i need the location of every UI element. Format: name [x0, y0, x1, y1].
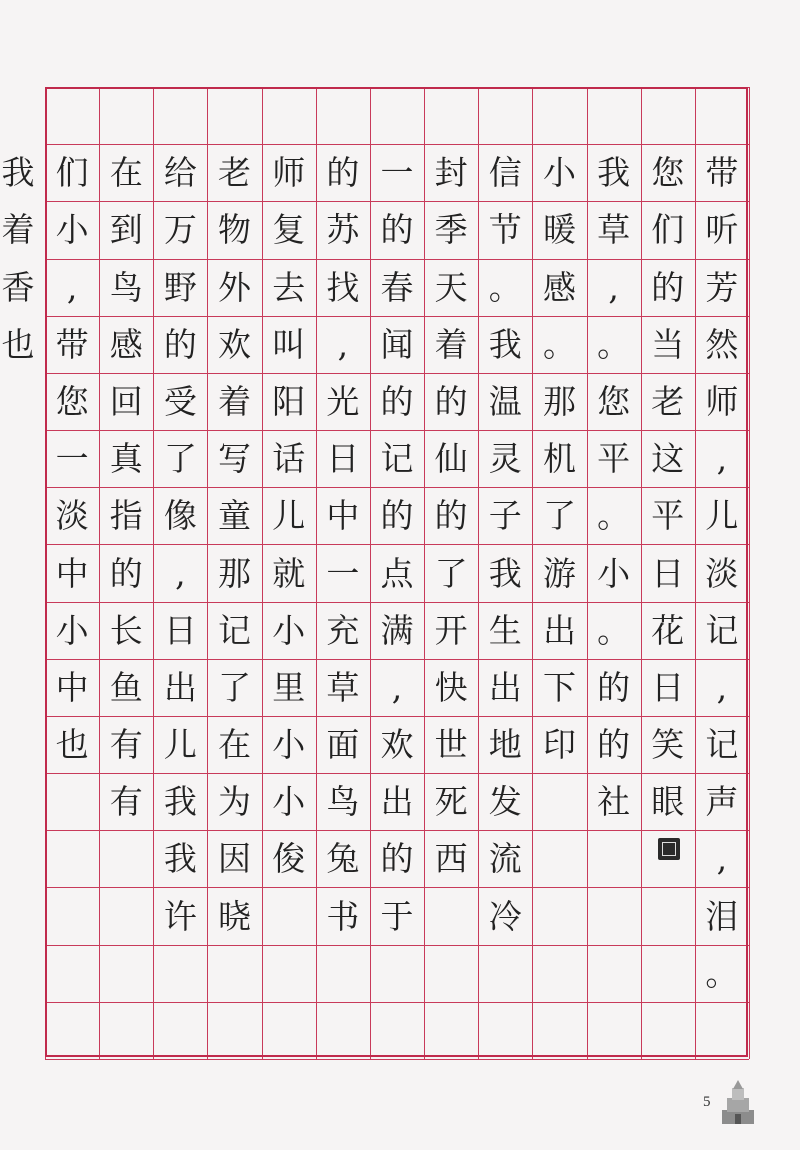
grid-character: 出	[380, 782, 414, 822]
grid-character: 阳	[272, 381, 306, 421]
grid-character: 日	[651, 553, 685, 593]
grid-character: 发	[488, 782, 522, 822]
grid-character: 平	[597, 439, 631, 479]
grid-character: 社	[597, 782, 631, 822]
grid-character: ,	[175, 553, 186, 593]
grid-character: 面	[326, 725, 360, 765]
grid-character: 儿	[705, 496, 739, 536]
grid-character: 着	[218, 381, 252, 421]
grid-character: 闻	[380, 324, 414, 364]
grid-character: 光	[326, 381, 360, 421]
grid-character: 受	[163, 381, 197, 421]
grid-character: 泪	[705, 896, 739, 936]
grid-character: 充	[326, 610, 360, 650]
grid-character: 的	[380, 839, 414, 879]
grid-character: 着	[1, 210, 35, 250]
grid-character: 写	[218, 439, 252, 479]
grid-character: 的	[597, 667, 631, 707]
grid-character: 晓	[218, 896, 252, 936]
grid-character: 的	[651, 267, 685, 307]
grid-character: 中	[326, 496, 360, 536]
grid-character: ,	[391, 667, 403, 707]
grid-character: 的	[434, 496, 468, 536]
grid-character: 的	[434, 381, 468, 421]
grid-character: 长	[109, 610, 143, 650]
grid-character: 仙	[434, 439, 468, 479]
grid-character: 机	[542, 439, 576, 479]
grid-character: 淡	[705, 553, 739, 593]
grid-character: 们	[651, 210, 685, 250]
grid-character: 灵	[488, 439, 522, 479]
grid-character: 也	[55, 725, 89, 765]
grid-character: 中	[55, 667, 89, 707]
grid-character: 中	[55, 553, 89, 593]
grid-character: 子	[488, 496, 522, 536]
grid-character: 草	[326, 667, 360, 707]
grid-character: 冷	[488, 896, 522, 936]
grid-character: 小	[55, 210, 89, 250]
grid-character: 的	[163, 324, 197, 364]
grid-character: 香	[1, 267, 35, 307]
grid-character: 一	[55, 439, 89, 479]
grid-character: 于	[380, 896, 414, 936]
grid-character: 苏	[326, 210, 360, 250]
grid-character: 儿	[163, 725, 197, 765]
grid-character: 我	[163, 839, 197, 879]
grid-character: 一	[380, 153, 414, 193]
grid-character: 流	[488, 839, 522, 879]
grid-character: 那	[542, 381, 576, 421]
grid-character: 点	[380, 553, 414, 593]
grid-character: 平	[651, 496, 685, 536]
grid-character: 找	[326, 267, 360, 307]
grid-character: 的	[597, 725, 631, 765]
grid-character: 了	[542, 496, 576, 536]
grid-character: 天	[434, 267, 468, 307]
grid-character: 兔	[326, 839, 360, 879]
grid-character: 下	[542, 667, 576, 707]
grid-character: 物	[218, 210, 252, 250]
grid-character: 快	[434, 667, 468, 707]
grid-character: 了	[434, 553, 468, 593]
grid-character: 温	[488, 381, 522, 421]
grid-character: 老	[651, 381, 685, 421]
grid-character: 小	[272, 610, 306, 650]
grid-character: 回	[109, 381, 143, 421]
grid-character: 在	[218, 725, 252, 765]
grid-character: 也	[1, 324, 35, 364]
grid-character: 外	[218, 267, 252, 307]
grid-character: 像	[163, 496, 197, 536]
grid-character: 季	[434, 210, 468, 250]
grid-character: 日	[326, 439, 360, 479]
grid-character: 指	[109, 496, 143, 536]
grid-character: 我	[488, 553, 522, 593]
grid-character: 春	[380, 267, 414, 307]
grid-character: 了	[163, 439, 197, 479]
grid-character: 出	[488, 667, 522, 707]
grid-character: 小	[272, 725, 306, 765]
grid-character: 的	[380, 496, 414, 536]
grid-character: 鸟	[109, 267, 143, 307]
grid-character: 。	[597, 496, 631, 536]
grid-character: 生	[488, 610, 522, 650]
pagoda-ornament-icon	[718, 1080, 758, 1126]
grid-character: 真	[109, 439, 143, 479]
grid-character: 芳	[705, 267, 739, 307]
grid-character: 我	[597, 153, 631, 193]
grid-character: 淡	[55, 496, 89, 536]
grid-character: 童	[218, 496, 252, 536]
grid-character: 有	[109, 725, 143, 765]
grid-character: 给	[163, 153, 197, 193]
grid-character: 小	[55, 610, 89, 650]
grid-character: 话	[272, 439, 306, 479]
grid-character: 复	[272, 210, 306, 250]
grid-character: 的	[380, 210, 414, 250]
grid-character: 的	[109, 553, 143, 593]
grid-character: 然	[705, 324, 739, 364]
grid-character: 的	[380, 381, 414, 421]
grid-character: 着	[434, 324, 468, 364]
grid-character: 您	[55, 381, 89, 421]
grid-character: 到	[109, 210, 143, 250]
grid-character: 日	[163, 610, 197, 650]
seal-stamp-icon	[658, 838, 680, 860]
grid-character: 的	[326, 153, 360, 193]
grid-character: 为	[218, 782, 252, 822]
grid-character: 您	[597, 381, 631, 421]
grid-character: 。	[542, 324, 576, 364]
grid-character: 就	[272, 553, 306, 593]
grid-character: ,	[716, 839, 728, 879]
grid-character: 当	[651, 324, 685, 364]
grid-character: 书	[326, 896, 360, 936]
grid-character: 信	[488, 153, 522, 193]
grid-character: 满	[380, 610, 414, 650]
grid-character: 师	[705, 381, 739, 421]
grid-character: 欢	[218, 324, 252, 364]
grid-character: 地	[488, 725, 522, 765]
grid-character: 因	[218, 839, 252, 879]
grid-character: 鱼	[109, 667, 143, 707]
grid-character: 老	[218, 153, 252, 193]
grid-character: 节	[488, 210, 522, 250]
grid-character: 。	[705, 953, 739, 993]
grid-character: 去	[272, 267, 306, 307]
grid-character: 感	[542, 267, 576, 307]
grid-character: 叫	[272, 324, 306, 364]
grid-character: 记	[705, 610, 739, 650]
grid-character: 日	[651, 667, 685, 707]
grid-character: 在	[109, 153, 143, 193]
grid-character: 许	[163, 896, 197, 936]
grid-character: 那	[218, 553, 252, 593]
grid-character: 死	[434, 782, 468, 822]
grid-character: 这	[651, 439, 685, 479]
grid-character: 。	[597, 324, 631, 364]
grid-character: 开	[434, 610, 468, 650]
grid-character: ,	[716, 439, 728, 479]
grid-character: 。	[597, 610, 631, 650]
grid-character: 印	[542, 725, 576, 765]
grid-character: 封	[434, 153, 468, 193]
grid-character: ,	[66, 267, 78, 307]
grid-character: 出	[163, 667, 197, 707]
grid-character: 笑	[651, 725, 685, 765]
grid-character: 记	[218, 610, 252, 650]
grid-character: 我	[1, 153, 35, 193]
grid-character: ,	[608, 267, 619, 307]
grid-character: 出	[542, 610, 576, 650]
grid-character: 带	[705, 153, 739, 193]
grid-character: 俊	[272, 839, 306, 879]
grid-character: ,	[337, 324, 349, 364]
grid-character: 们	[55, 153, 89, 193]
grid-character: 游	[542, 553, 576, 593]
grid-character: 一	[326, 553, 360, 593]
grid-character: 了	[218, 667, 252, 707]
grid-character: 听	[705, 210, 739, 250]
grid-character: 鸟	[326, 782, 360, 822]
grid-character: 西	[434, 839, 468, 879]
grid-character: 您	[651, 153, 685, 193]
grid-character: 师	[272, 153, 306, 193]
grid-character: 世	[434, 725, 468, 765]
grid-character: 花	[651, 610, 685, 650]
grid-character: ,	[716, 667, 728, 707]
grid-character: 我	[488, 324, 522, 364]
grid-character: 小	[597, 553, 631, 593]
grid-character: 小	[542, 153, 576, 193]
grid-character: 儿	[272, 496, 306, 536]
grid-character: 声	[705, 782, 739, 822]
grid-character: 记	[380, 439, 414, 479]
page-number: 5	[703, 1094, 711, 1110]
grid-character: 小	[272, 782, 306, 822]
grid-character: 暖	[542, 210, 576, 250]
grid-character: 我	[163, 782, 197, 822]
grid-character: 欢	[380, 725, 414, 765]
grid-character: 万	[163, 210, 197, 250]
grid-character: 带	[55, 324, 89, 364]
grid-character: 里	[272, 667, 306, 707]
grid-hline	[45, 1059, 749, 1060]
grid-character: 感	[109, 324, 143, 364]
grid-character: 草	[597, 210, 631, 250]
grid-vline	[749, 87, 750, 1059]
grid-character: 野	[163, 267, 197, 307]
grid-character: 眼	[651, 782, 685, 822]
grid-character: 。	[488, 267, 522, 307]
grid-character: 记	[705, 725, 739, 765]
grid-character: 有	[109, 782, 143, 822]
